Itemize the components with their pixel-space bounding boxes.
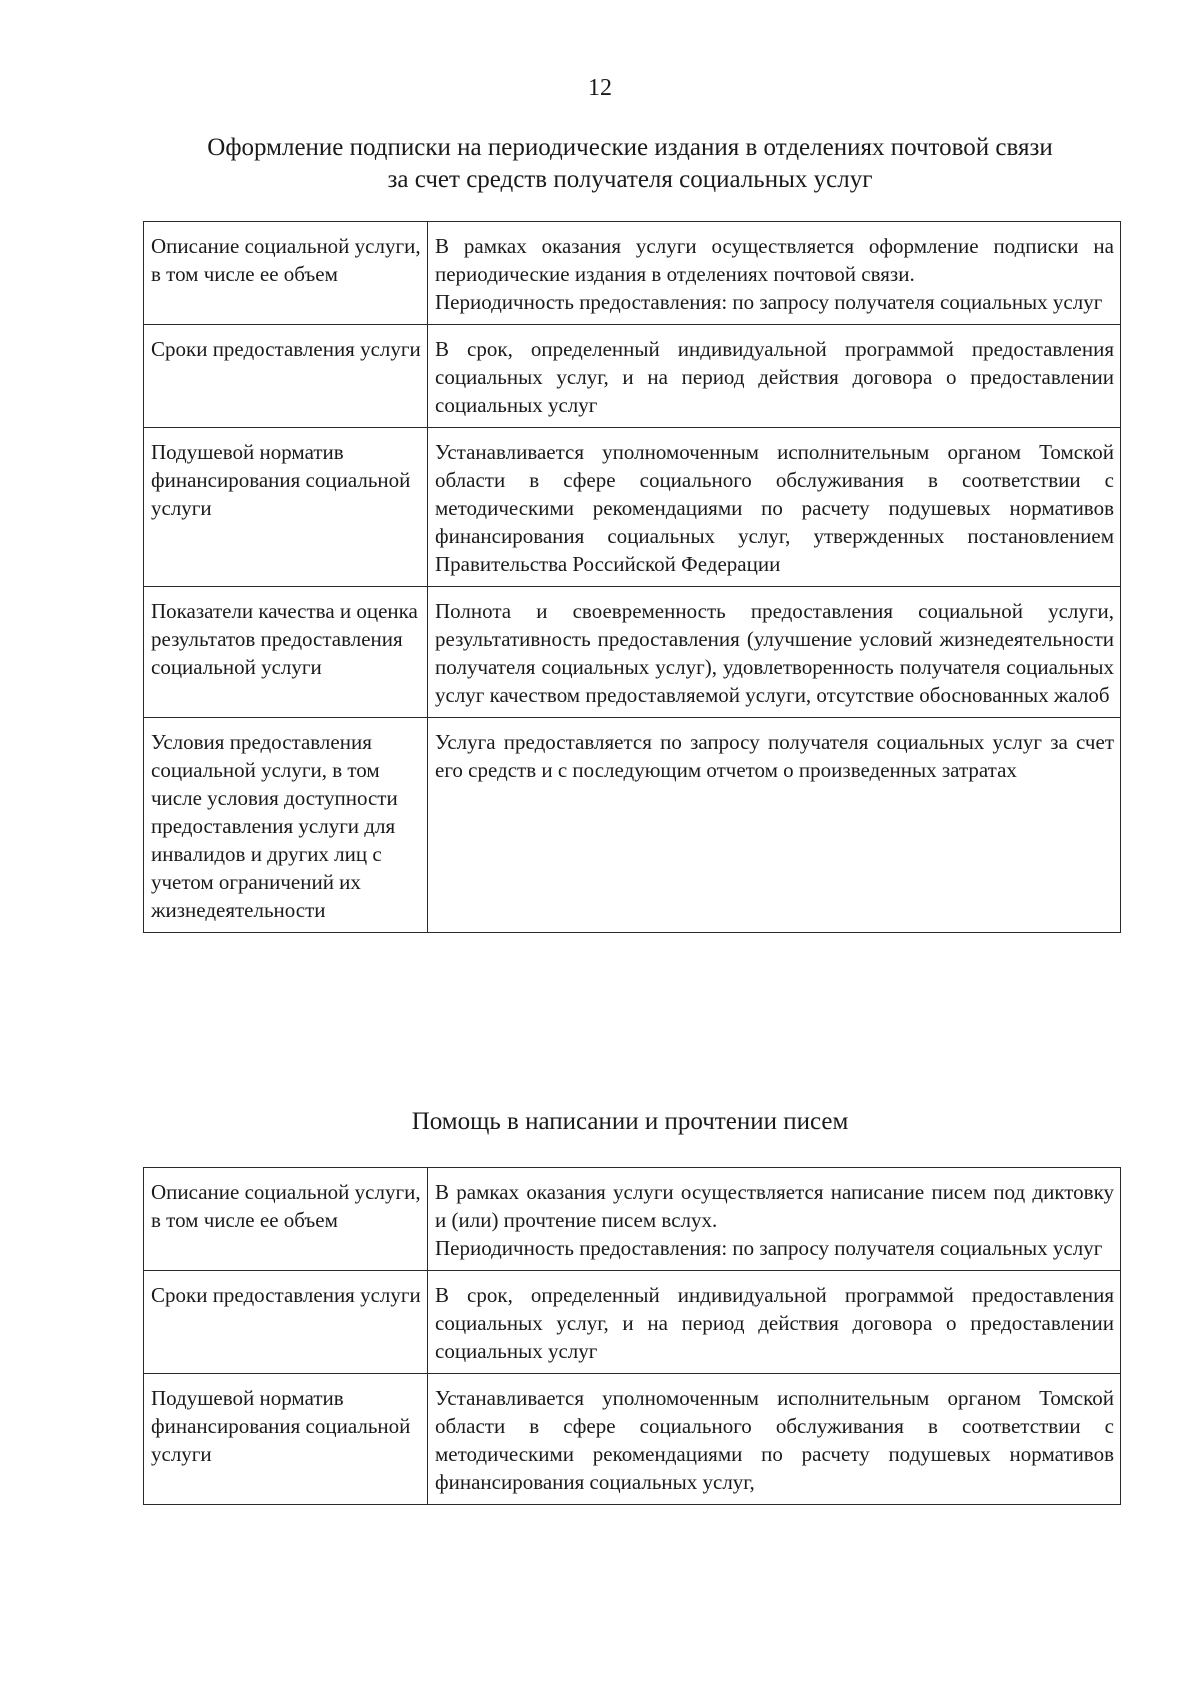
table-row [144,587,1121,718]
row-value [428,587,1121,718]
table-row [144,222,1121,325]
row-label: Сроки предоставления услуги [144,1271,428,1374]
table-row [144,1374,1121,1505]
row-value [428,222,1121,325]
row-value [428,1271,1121,1374]
table-row [144,1271,1121,1374]
row-label: Подушевой норматив финансирования социальной услуги [144,1374,428,1505]
table-row [144,325,1121,428]
value-paragraph: Устанавливается уполномоченным исполнительным органом Томской области в сфере социального обслуживания в соответствии с методическими рекомендациями по расчету подушевых нормативов финансирования социальных услуг, [435,1386,1114,1494]
row-label: Показатели качества и оценка результатов предоставления социальной услуги [144,587,428,718]
row-value [428,1374,1121,1505]
service-table-letters [143,1167,1121,1505]
value-paragraph: В срок, определенный индивидуальной программой предоставления социальных услуг, и на период действия договора о предоставлении социальных услуг [435,1283,1114,1363]
row-value [428,428,1121,587]
value-paragraph: В рамках оказания услуги осуществляется оформление подписки на периодические издания в отделениях почтовой связи. [435,234,1114,286]
section-title-line: Помощь в написании и прочтении писем [411,1108,849,1135]
service-table-subscription [143,221,1121,933]
row-label: Описание социальной услуги, в том числе ее объем [144,1168,428,1271]
section-title-letters [120,1106,1140,1138]
value-paragraph: Полнота и своевременность предоставления социальной услуги, результативность предоставления (улучшение условий жизнедеятельности получателя социальных услуг), удовлетворенность получателя социальных услуг качеством предоставляемой услуги, отсутствие обоснованных жалоб [435,599,1114,707]
value-paragraph: Устанавливается уполномоченным исполнительным органом Томской области в сфере социального обслуживания в соответствии с методическими рекомендациями по расчету подушевых нормативов финансирования социальных услуг, утвержденных постановлением Правительства Российской Федерации [435,440,1114,576]
row-label: Подушевой норматив финансирования социальной услуги [144,428,428,587]
row-value [428,718,1121,933]
row-label: Описание социальной услуги, в том числе ее объем [144,222,428,325]
section-title-line: за счет средств получателя социальных услуг [387,166,873,193]
value-paragraph: Периодичность предоставления: по запросу получателя социальных услуг [435,1236,1103,1260]
section-title-subscription [120,132,1140,196]
value-paragraph: В рамках оказания услуги осуществляется написание писем под диктовку и (или) прочтение писем вслух. [435,1180,1114,1232]
row-value [428,1168,1121,1271]
table-row [144,718,1121,933]
value-paragraph: Периодичность предоставления: по запросу получателя социальных услуг [435,290,1103,314]
table-row [144,428,1121,587]
value-paragraph: Услуга предоставляется по запросу получателя социальных услуг за счет его средств и с последующим отчетом о произведенных затратах [435,730,1114,782]
row-label: Сроки предоставления услуги [144,325,428,428]
row-label: Условия предоставления социальной услуги, в том числе условия доступности предоставления услуги для инвалидов и других лиц с учетом ограничений их жизнедеятельности [144,718,428,933]
section-title-line: Оформление подписки на периодические издания в отделениях почтовой связи [207,134,1053,161]
row-value [428,325,1121,428]
value-paragraph: В срок, определенный индивидуальной программой предоставления социальных услуг, и на период действия договора о предоставлении социальных услуг [435,337,1114,417]
page-number: 12 [588,75,612,101]
table-row [144,1168,1121,1271]
